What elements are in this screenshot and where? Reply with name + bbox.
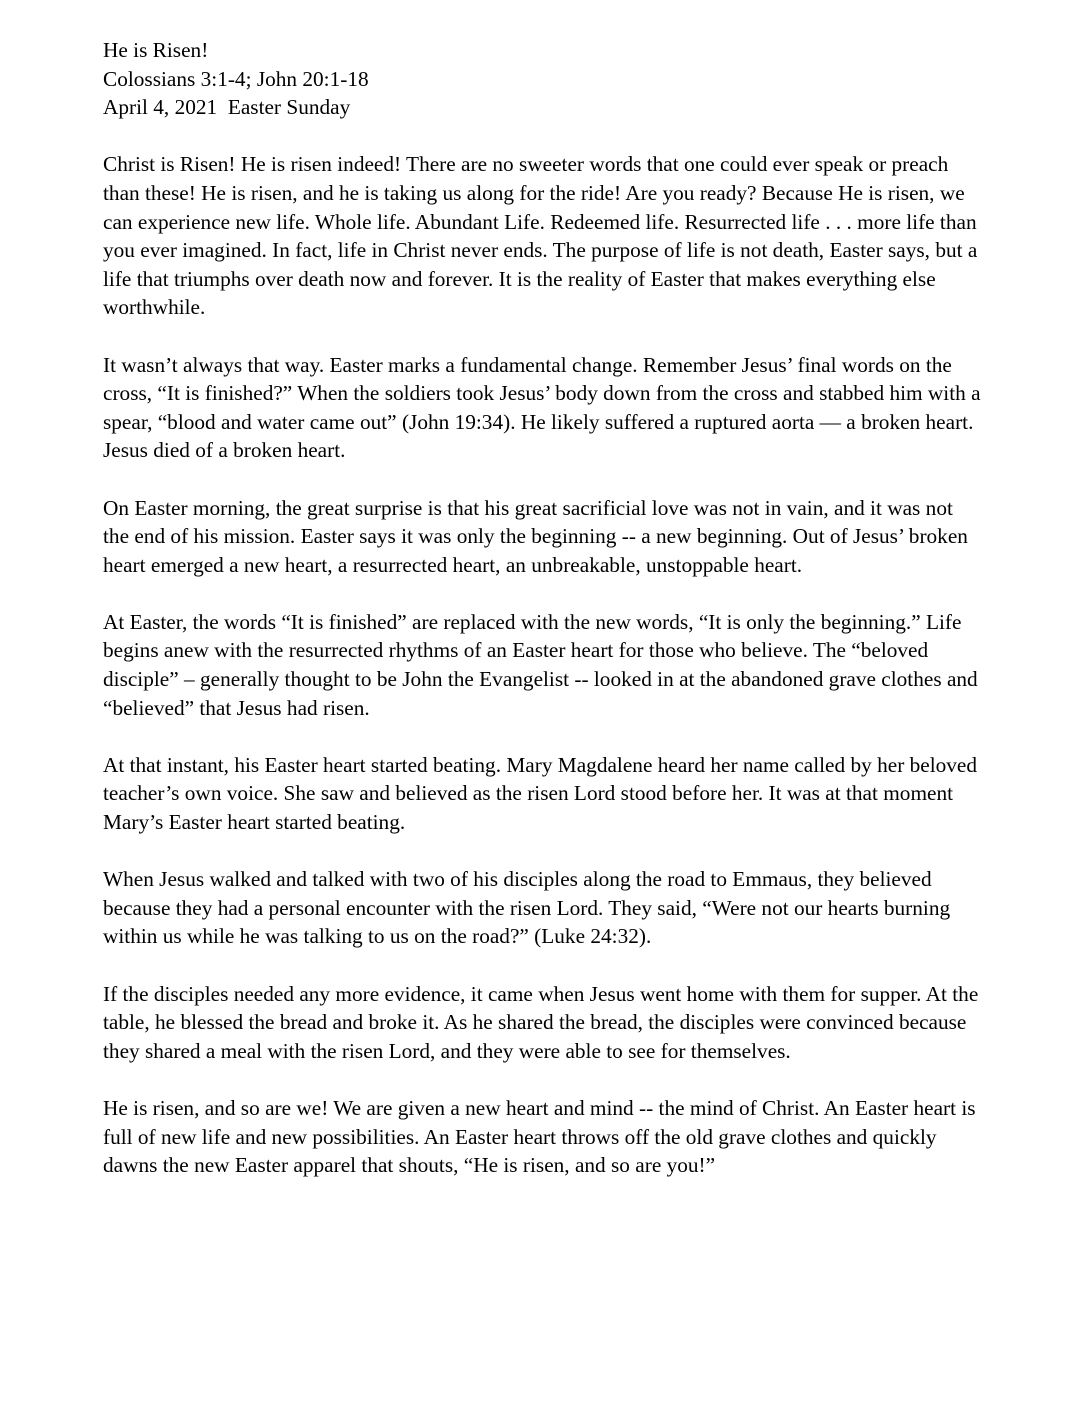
- sermon-header: [103, 36, 983, 122]
- paragraph: If the disciples needed any more evidence, it came when Jesus went home with them for supper. At the table, he blessed the bread and broke it. As he shared the bread, the disciples were convinced because they shared a meal with the risen Lord, and they were able to see for themselves.: [103, 981, 979, 1063]
- paragraph: Christ is Risen! He is risen indeed! There are no sweeter words that one could ever speak or preach than these! He is risen, and he is taking us along for the ride! Are you ready? Because He is risen, we can experience new life. Whole life. Abundant Life. Redeemed life. Resurrected life . . . more life than you ever imagined. In fact, life in Christ never ends. The purpose of life is not death, Easter says, but a life that triumphs over death now and forever. It is the reality of Easter that makes everything else worthwhile.: [103, 152, 978, 320]
- paragraph: He is risen, and so are we! We are given a new heart and mind -- the mind of Christ. An Easter heart is full of new life and new possibilities. An Easter heart throws off the old grave clothes and quickly dawns the new Easter apparel that shouts, “He is risen, and so are you!”: [103, 1095, 976, 1178]
- paragraph: At Easter, the words “It is finished” are replaced with the new words, “It is only the beginning.” Life begins anew with the resurrected rhythms of an Easter heart for those who believe. The “beloved disciple” – generally thought to be John the Evangelist -- looked in at the abandoned grave clothes and “believed” that Jesus had risen.: [103, 609, 978, 720]
- paragraph: At that instant, his Easter heart started beating. Mary Magdalene heard her name called by her beloved teacher’s own voice. She saw and believed as the risen Lord stood before her. It was at that moment Mary’s Easter heart started beating.: [103, 752, 978, 835]
- document-body: [103, 36, 983, 1180]
- sermon-date: April 4, 2021 Easter Sunday: [103, 95, 351, 120]
- paragraph: On Easter morning, the great surprise is that his great sacrificial love was not in vain, and it was not the end of his mission. Easter says it was only the beginning -- a new beginning. Out of Jesus’ broken heart emerged a new heart, a resurrected heart, an unbreakable, unstoppable heart.: [103, 495, 968, 577]
- sermon-title: He is Risen!: [103, 38, 209, 62]
- scripture-reference: Colossians 3:1-4; John 20:1-18: [103, 66, 369, 91]
- paragraph: It wasn’t always that way. Easter marks a fundamental change. Remember Jesus’ final words on the cross, “It is finished?” When the soldiers took Jesus’ body down from the cross and stabbed him with a spear, “blood and water came out” (John 19:34). He likely suffered a ruptured aorta — a broken heart. Jesus died of a broken heart.: [103, 352, 981, 463]
- paragraph: When Jesus walked and talked with two of his disciples along the road to Emmaus, they believed because they had a personal encounter with the risen Lord. They said, “Were not our hearts burning within us while he was talking to us on the road?” (Luke 24:32).: [103, 867, 951, 949]
